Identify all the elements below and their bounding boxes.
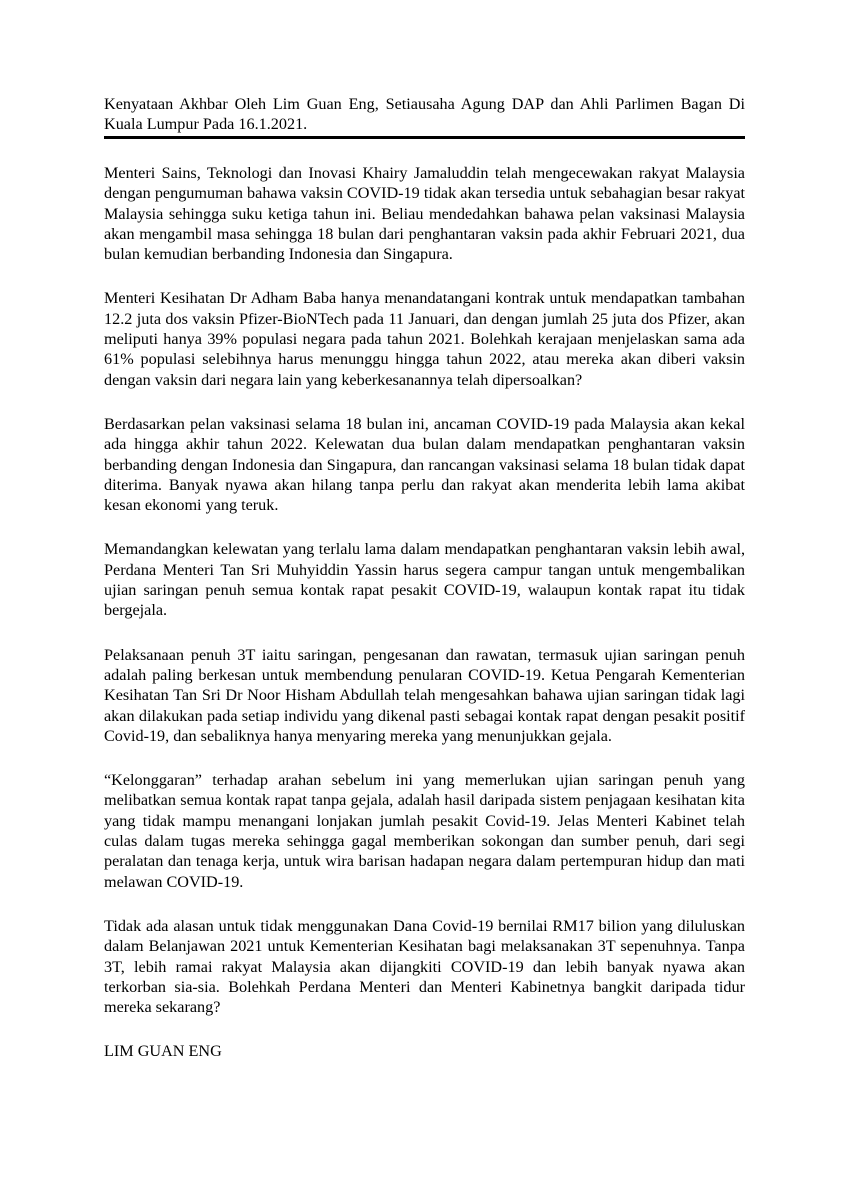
- signature: LIM GUAN ENG: [104, 1042, 222, 1061]
- paragraph-5: Pelaksanaan penuh 3T iaitu saringan, pengesanan dan rawatan, termasuk ujian saringan penuh adalah paling berkesan untuk membendung penularan COVID-19. Ketua Pengarah Kementerian Kesihatan Tan Sri Dr Noor Hisham Abdullah telah mengesahkan bahawa ujian saringan tidak lagi akan dilakukan pada setiap individu yang dikenal pasti sebagai kontak rapat dengan pesakit positif Covid-19, dan sebaliknya hanya menyaring mereka yang menunjukkan gejala.: [104, 645, 745, 745]
- statement-body: [104, 163, 745, 1017]
- paragraph-1: Menteri Sains, Teknologi dan Inovasi Khairy Jamaluddin telah mengecewakan rakyat Malaysia dengan pengumuman bahawa vaksin COVID-19 tidak akan tersedia untuk sebahagian besar rakyat Malaysia sehingga suku ketiga tahun ini. Beliau mendedahkan bahawa pelan vaksinasi Malaysia akan mengambil masa sehingga 18 bulan dari penghantaran vaksin pada akhir Februari 2021, dua bulan kemudian berbanding Indonesia dan Singapura.: [104, 164, 745, 264]
- paragraph-7: Tidak ada alasan untuk tidak menggunakan Dana Covid-19 bernilai RM17 bilion yang diluluskan dalam Belanjawan 2021 untuk Kementerian Kesihatan bagi melaksanakan 3T sepenuhnya. Tanpa 3T, lebih ramai rakyat Malaysia akan dijangkiti COVID-19 dan lebih banyak nyawa akan terkorban sia-sia. Bolehkah Perdana Menteri dan Menteri Kabinetnya bangkit daripada tidur mereka sekarang?: [104, 916, 745, 1017]
- paragraph-4: Memandangkan kelewatan yang terlalu lama dalam mendapatkan penghantaran vaksin lebih awal, Perdana Menteri Tan Sri Muhyiddin Yassin harus segera campur tangan untuk mengembalikan ujian saringan penuh semua kontak rapat pesakit COVID-19, walaupun kontak rapat itu tidak bergejala.: [104, 540, 745, 620]
- paragraph-6: “Kelonggaran” terhadap arahan sebelum ini yang memerlukan ujian saringan penuh yang melibatkan semua kontak rapat tanpa gejala, adalah hasil daripada sistem penjagaan kesihatan kita yang tidak mampu menangani lonjakan jumlah pesakit Covid-19. Jelas Menteri Kabinet telah culas dalam tugas mereka sehingga gagal memberikan sokongan dan sumber penuh, dari segi peralatan dan tenaga kerja, untuk wira barisan hadapan negara dalam pertempuran hidup dan mati melawan COVID-19.: [104, 771, 745, 891]
- header-divider: [104, 136, 745, 139]
- paragraph-3: Berdasarkan pelan vaksinasi selama 18 bulan ini, ancaman COVID-19 pada Malaysia akan kekal ada hingga akhir tahun 2022. Kelewatan dua bulan dalam mendapatkan penghantaran vaksin berbanding dengan Indonesia dan Singapura, dan rancangan vaksinasi selama 18 bulan tidak dapat diterima. Banyak nyawa akan hilang tanpa perlu dan rakyat akan menderita lebih lama akibat kesan ekonomi yang teruk.: [104, 414, 745, 515]
- paragraph-2: Menteri Kesihatan Dr Adham Baba hanya menandatangani kontrak untuk mendapatkan tambahan 12.2 juta dos vaksin Pfizer-BioNTech pada 11 Januari, dan dengan jumlah 25 juta dos Pfizer, akan meliputi hanya 39% populasi negara pada tahun 2021. Bolehkah kerajaan menjelaskan sama ada 61% populasi selebihnya harus menunggu hingga tahun 2022, atau mereka akan diberi vaksin dengan vaksin dari negara lain yang keberkesanannya telah dipersoalkan?: [104, 289, 745, 389]
- statement-header: Kenyataan Akhbar Oleh Lim Guan Eng, Setiausaha Agung DAP dan Ahli Parlimen Bagan Di Kuala Lumpur Pada 16.1.2021.: [104, 95, 745, 133]
